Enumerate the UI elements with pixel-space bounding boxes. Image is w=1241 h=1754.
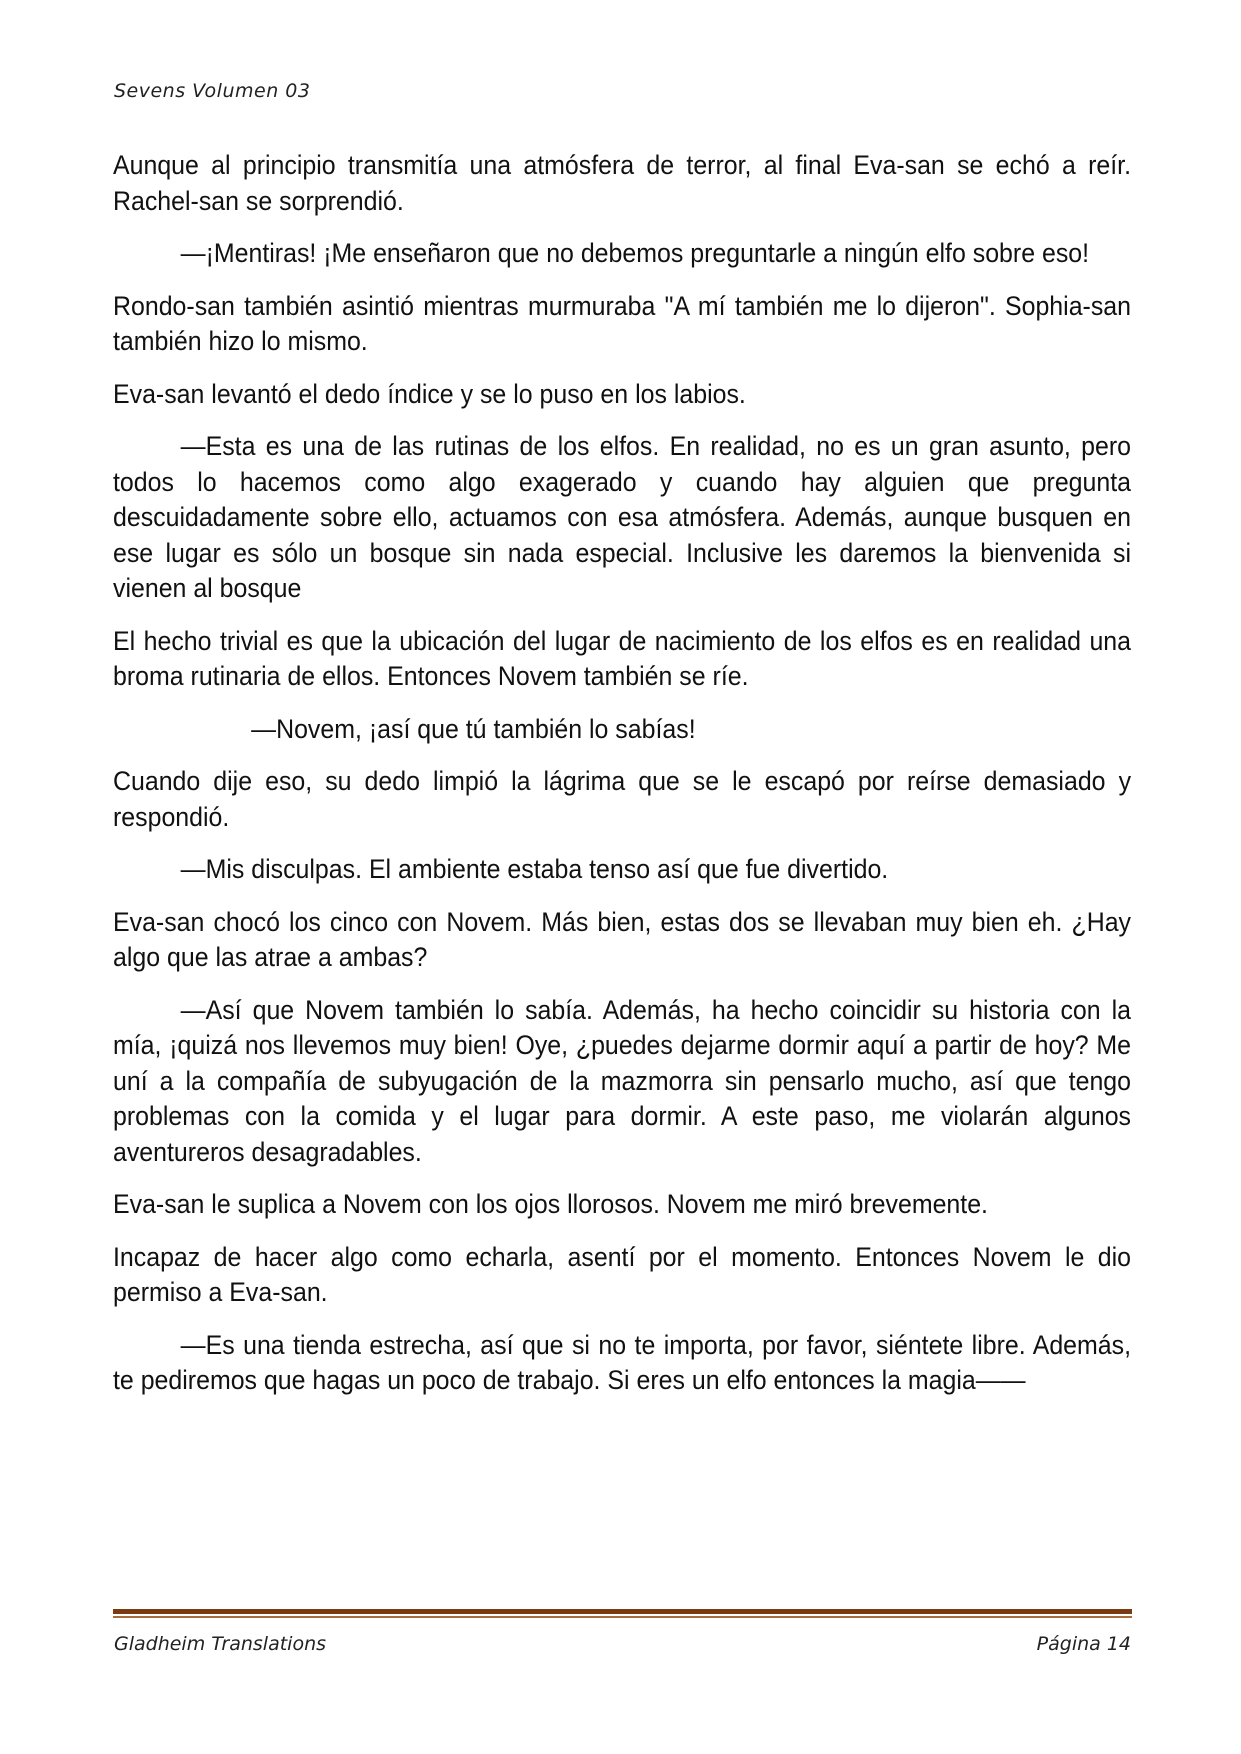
footer-divider-thin xyxy=(113,1616,1132,1618)
dialogue-paragraph: —Esta es una de las rutinas de los elfos. En realidad, no es un gran asunto, pero todos lo hacemos como algo exagerado y cuando hay alguien que pregunta descuidadamente sobre ello, actuamos con esa atmósfera. Además, aunque busquen en ese lugar es sólo un bosque sin nada especial. Inclusive les daremos la bienvenida si vienen al bosque xyxy=(113,431,1132,603)
body-text xyxy=(113,148,1131,1416)
paragraph: Eva-san levantó el dedo índice y se lo puso en los labios. xyxy=(113,378,746,409)
footer-divider-thick xyxy=(113,1609,1132,1614)
paragraph: Eva-san chocó los cinco con Novem. Más bien, estas dos se llevaban muy bien eh. ¿Hay algo que las atrae a ambas? xyxy=(113,906,1132,972)
dialogue-paragraph: —Novem, ¡así que tú también lo sabías! xyxy=(251,713,696,744)
running-header-title: Sevens Volumen 03 xyxy=(114,80,311,102)
dialogue-paragraph: —Así que Novem también lo sabía. Además, ha hecho coincidir su historia con la mía, ¡quizá nos llevemos muy bien! Oye, ¿puedes dejarme dormir aquí a partir de hoy? Me uní a la compañía de subyugación de la mazmorra sin pensarlo mucho, así que tengo problemas con la comida y el lugar para dormir. A este paso, me violarán algunos aventureros desagradables. xyxy=(113,994,1132,1167)
paragraph: Eva-san le suplica a Novem con los ojos llorosos. Novem me miró brevemente. xyxy=(113,1189,988,1219)
dialogue-paragraph: —Mis disculpas. El ambiente estaba tenso así que fue divertido. xyxy=(180,854,889,884)
footer-publisher: Gladheim Translations xyxy=(114,1633,327,1655)
dialogue-paragraph: —Es una tienda estrecha, así que si no te importa, por favor, siéntete libre. Además, te pediremos que hagas un poco de trabajo. Si eres un elfo entonces la magia—— xyxy=(113,1329,1132,1395)
paragraph: Incapaz de hacer algo como echarla, asentí por el momento. Entonces Novem le dio permiso a Eva-san. xyxy=(113,1241,1132,1307)
footer-page-number: Página 14 xyxy=(1036,1633,1131,1655)
dialogue-paragraph: —¡Mentiras! ¡Me enseñaron que no debemos preguntarle a ningún elfo sobre eso! xyxy=(180,238,1090,268)
paragraph: Rondo-san también asintió mientras murmuraba "A mí también me lo dijeron". Sophia-san también hizo lo mismo. xyxy=(113,290,1132,356)
paragraph: Cuando dije eso, su dedo limpió la lágrima que se le escapó por reírse demasiado y respondió. xyxy=(113,766,1132,832)
paragraph: El hecho trivial es que la ubicación del lugar de nacimiento de los elfos es en realidad una broma rutinaria de ellos. Entonces Novem también se ríe. xyxy=(113,625,1132,691)
paragraph: Aunque al principio transmitía una atmósfera de terror, al final Eva-san se echó a reír. Rachel-san se sorprendió. xyxy=(113,150,1132,216)
